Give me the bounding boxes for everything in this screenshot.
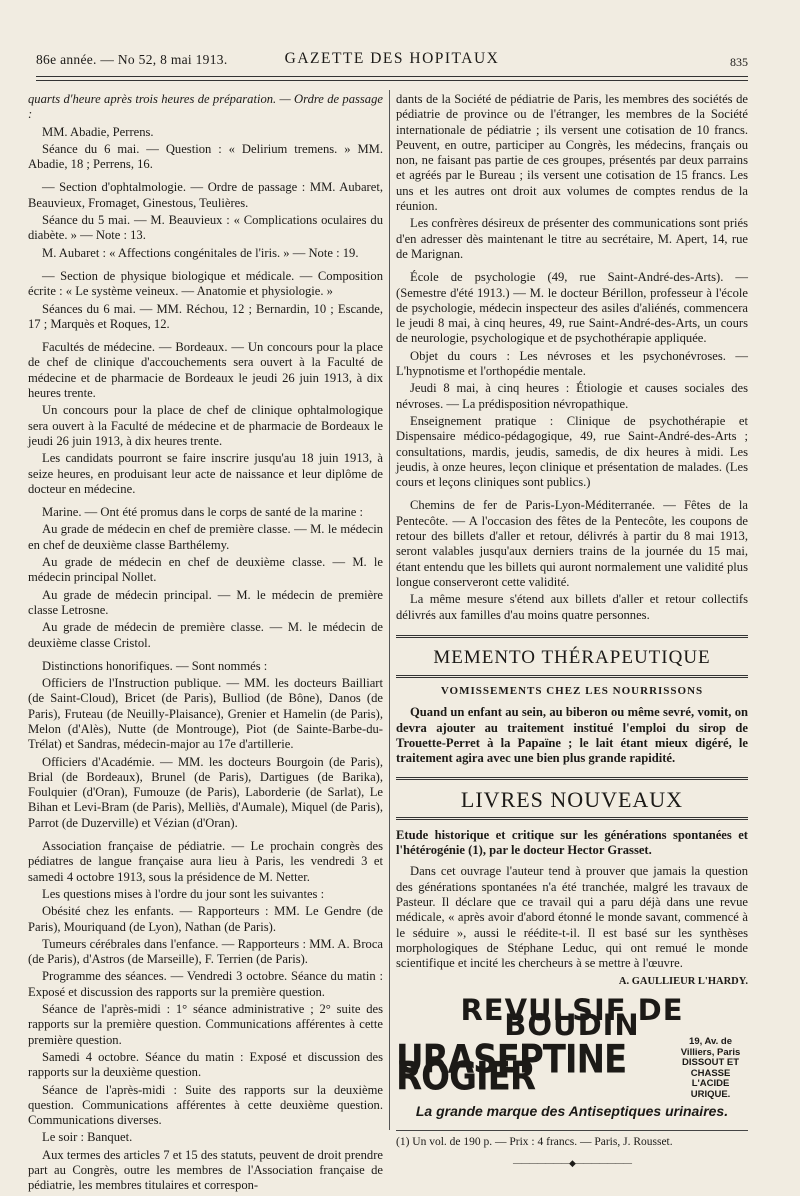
paragraph: Samedi 4 octobre. Séance du matin : Exposé et discussion des rapports sur la deuxième question.	[28, 1049, 383, 1080]
memento-subtitle: VOMISSEMENTS CHEZ LES NOURRISSONS	[440, 685, 704, 698]
paragraph: Obésité chez les enfants. — Rapporteurs : MM. Le Gendre (de Paris), Mouriquand (de Lyon), Nathan (de Paris).	[28, 904, 383, 934]
paragraph: Séance du 6 mai. — Question : « Delirium tremens. » MM. Abadie, 18 ; Perrens, 16.	[28, 141, 383, 172]
ad-revulsif-boudin: REVULSIF DE BOUDIN	[460, 992, 684, 1043]
section-facultes: Facultés de médecine. — Bordeaux. — Un concours pour la place de chef de clinique d'accouchements sera ouvert à la Faculté de médecine et de pharmacie de Bordeaux le jeudi 26 juin 1913, à dix heures trente.	[28, 340, 383, 401]
ad-address-line: DISSOUT ET CHASSE	[682, 1057, 740, 1079]
paragraph: Objet du cours : Les névroses et les psychonévroses. — L'hypnotisme et l'orthopédie mentale.	[396, 348, 748, 379]
paragraph: Tumeurs cérébrales dans l'enfance. — Rapporteurs : MM. A. Broca (de Paris), d'Astros (de Marseille), F. Terrien (de Paris).	[28, 936, 383, 967]
paragraph: La même mesure s'étend aux billets d'aller et retour collectifs délivrés aux familles d'au moins quatre personnes.	[396, 592, 748, 622]
book-review: Dans cet ouvrage l'auteur tend à prouver que jamais la question des générations spontanées n'a été tranchée, malgré les travaux de Pasteur. Il déclare que ce travail qui a paru déjà dans une revue médicale, « après avoir d'abord étonné le monde savant, commencé à le séduire », aussi le réédite-t-il. Il est basé sur les synthèses morphologiques de Stéphane Leduc, qui ont remué le monde scientifique et incité les chercheurs à se mettre à l'œuvre.	[396, 864, 748, 971]
paragraph: Séance de l'après-midi : 1° séance administrative ; 2° suite des rapports sur la première question. Communications afférentes à cette première question.	[28, 1002, 383, 1047]
paragraph: Séance du 5 mai. — M. Beauvieux : « Complications oculaires du diabète. » — Note : 13.	[28, 213, 383, 243]
paragraph: M. Aubaret : « Affections congénitales de l'iris. » — Note : 19.	[42, 245, 359, 260]
livres-title: LIVRES NOUVEAUX	[460, 786, 684, 812]
section-pediatrie: Association française de pédiatrie. — Le prochain congrès des pédiatres de langue française aura lieu à Paris, les vendredi 3 et samedi 4 octobre 1913, sous la présidence de M. Netter.	[28, 839, 383, 884]
header-rule	[36, 76, 748, 77]
paragraph: dants de la Société de pédiatrie de Paris, les membres des sociétés de pédiatrie de province ou de l'étranger, les membres de la Société internationale de pédiatrie ; ils versent une cotisation de 10 francs. Peuvent, en outre, participer au Congrès, les médecins, français ou non, ne faisant pas partie de ces groupes, présentés par deux parrains et agréés par le Bureau ; ils versent une cotisation de 15 francs. Les uns et les autres ont droit aux volumes de comptes rendus de la réunion.	[396, 92, 748, 214]
paragraph: Programme des séances. — Vendredi 3 octobre. Séance du matin : Exposé et discussion des rapports sur la première question.	[28, 969, 383, 999]
paragraph: quarts d'heure après trois heures de préparation. — Ordre de passage :	[28, 92, 383, 122]
section-psychologie: École de psychologie (49, rue Saint-André-des-Arts). — (Semestre d'été 1913.) — M. le docteur Bérillon, professeur à l'école de psychologie, médecin inspecteur des asiles d'aliénés, commencera le jeudi 8 mai, à cinq heures, 49, rue Saint-André-des-Arts, un cours de neurologie, psychologique et de psychothérapie appliquée.	[396, 270, 748, 346]
memento-text: Quand un enfant au sein, au biberon ou même sevré, vomit, on devra ajouter au traitement institué l'emploi du sirop de Trouette-Perret à la Papaïne ; le lait étant mieux digéré, le traitement agira avec une bien plus grande rapidité.	[396, 705, 748, 766]
section-rule	[396, 777, 748, 780]
section-marine: Marine. — Ont été promus dans le corps de santé de la marine :	[42, 505, 364, 520]
header-rule-2	[36, 80, 748, 81]
ornament-icon: ———————◆———————	[513, 1158, 631, 1169]
paragraph: Officiers de l'Instruction publique. — MM. les docteurs Bailliart (de Saint-Cloud), Bricet (de Paris), Bulliod (de Bône), Danos (de Paris), Fruteau (de Neuilly-Plaisance), Grenier et Hamelin (de Paris), Melon (d'Alès), Nutte (de Montrouge), Piot (de Sainte-Barbe-du-Trélat) et Sandras, médecin-major au 17e d'artillerie.	[28, 676, 383, 752]
paragraph: Le soir : Banquet.	[42, 1130, 133, 1145]
memento-title: MEMENTO THÉRAPEUTIQUE	[433, 646, 711, 668]
book-title: Etude historique et critique sur les générations spontanées et l'hétérogénie (1), par le docteur Hector Grasset.	[396, 827, 748, 858]
paragraph: Aux termes des articles 7 et 15 des statuts, peuvent de droit prendre part au Congrès, outre les membres de l'Association française de pédiatrie, les membres titulaires et correspon-	[28, 1147, 383, 1193]
ad-address-line: 19, Av. de Villiers, Paris	[680, 1036, 741, 1058]
section-distinctions: Distinctions honorifiques. — Sont nommés :	[42, 658, 268, 673]
issue-info: 86e année. — No 52, 8 mai 1913.	[36, 52, 228, 67]
paragraph: Au grade de médecin en chef de deuxième classe. — M. le médecin principal Nollet.	[28, 555, 383, 585]
column-divider	[389, 90, 390, 1130]
ad-uraseptine	[396, 1037, 748, 1100]
ad-address-line: L'ACIDE URIQUE.	[690, 1078, 731, 1100]
paragraph: Séances du 6 mai. — MM. Réchou, 12 ; Bernardin, 10 ; Escande, 17 ; Marquès et Roques, 12.	[28, 301, 383, 331]
left-column	[28, 92, 383, 1196]
page-header	[36, 50, 748, 72]
paragraph: Les candidats pourront se faire inscrire jusqu'au 18 juin 1913, à seize heures, en produisant leur acte de naissance et leur diplôme de docteur en médecine.	[28, 451, 383, 496]
section-plm: Chemins de fer de Paris-Lyon-Méditerranée. — Fêtes de la Pentecôte. — A l'occasion des fêtes de la Pentecôte, les coupons de retour des billets d'aller et retour, délivrés à partir du 8 mai 1913, seront valables jusqu'aux derniers trains de la journée du 15 mai, étant entendu que les billets qui auront normalement une validité plus longue conserveront cette validité.	[396, 498, 748, 589]
right-column	[396, 92, 748, 1171]
paragraph: Les confrères désireux de présenter des communications sont priés d'en adresser dès maintenant le titre au secrétaire, M. Apert, 14, rue de Marignan.	[396, 216, 748, 261]
paragraph: Un concours pour la place de chef de clinique ophtalmologique sera ouvert à la Faculté de médecine et de pharmacie de Bordeaux le jeudi 26 juin 1913, à dix heures trente.	[28, 403, 383, 448]
paragraph: MM. Abadie, Perrens.	[42, 124, 154, 139]
ad-address	[673, 1037, 748, 1100]
ad-tagline: La grande marque des Antiseptiques urinaires.	[415, 1103, 729, 1120]
paragraph: Séance de l'après-midi : Suite des rapports sur la deuxième question. Communications afférentes à cette deuxième question. Communications diverses.	[28, 1082, 383, 1128]
review-signature: A. GAULLIEUR L'HARDY.	[618, 975, 748, 987]
paragraph: Au grade de médecin principal. — M. le médecin de première classe Letrosne.	[28, 587, 383, 617]
paragraph: Officiers d'Académie. — MM. les docteurs Bourgoin (de Paris), Brial (de Bordeaux), Brunel (de Paris), Dartigues (de Barika), Foulquier (d'Oran), Fumouze (de Paris), Laborderie (de Sarlat), Le Bihan et Levi-Bram (de Paris), Melliès, d'Aumale), Miquel (de Paris), Parrot (de Duzerville) et Vézian (d'Oran).	[28, 754, 383, 830]
section-rule	[396, 817, 748, 820]
paragraph: Enseignement pratique : Clinique de psychothérapie et Dispensaire médico-pédagogique, 49, rue Saint-André-des-Arts ; consultations, mardis, jeudis, samedis, de dix heures à midi. Les jeudis, à onze heures, leçon clinique et présentation de malades. (Les cours et leçons cliniques sont publics.)	[396, 413, 748, 490]
paragraph: Au grade de médecin de première classe. — M. le médecin de deuxième classe Cristol.	[28, 620, 383, 650]
journal-title: GAZETTE DES HOPITAUX	[284, 50, 500, 67]
section-rule	[396, 675, 748, 678]
paragraph: Au grade de médecin en chef de première classe. — M. le médecin en chef de deuxième classe Barthélemy.	[28, 522, 383, 552]
page-number: 835	[730, 55, 748, 69]
paragraph: — Section de physique biologique et médicale. — Composition écrite : « Le système veineux. — Anatomie et physiologie. »	[28, 268, 383, 299]
section-rule	[396, 635, 748, 638]
ad-brand: URASEPTINE ROGIER	[396, 1036, 627, 1100]
paragraph: Les questions mises à l'ordre du jour sont les suivantes :	[42, 886, 325, 901]
paragraph: Jeudi 8 mai, à cinq heures : Étiologie et causes sociales des névroses. — La prédisposition névropathique.	[396, 381, 748, 411]
paragraph: — Section d'ophtalmologie. — Ordre de passage : MM. Aubaret, Beauvieux, Fromaget, Ginestous, Teulières.	[28, 180, 383, 210]
footnote: (1) Un vol. de 190 p. — Prix : 4 francs. — Paris, J. Rousset.	[396, 1130, 748, 1150]
